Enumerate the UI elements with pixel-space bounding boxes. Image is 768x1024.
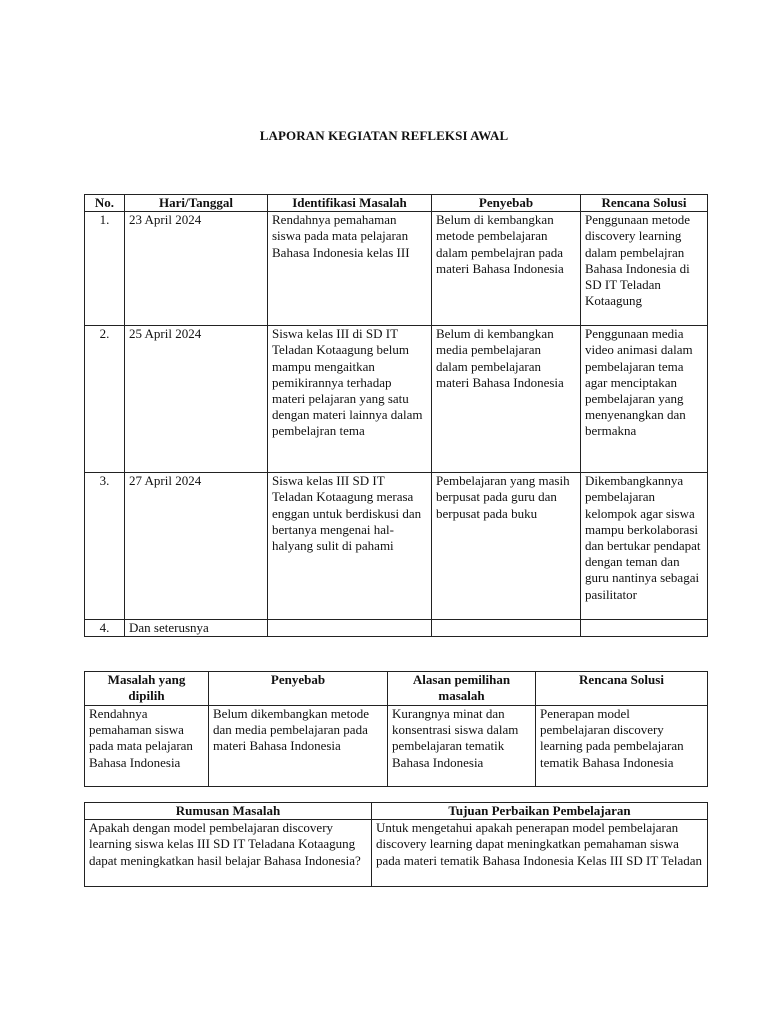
cell-no: 2. (85, 326, 125, 473)
cell-selected-problem: Rendahnya pemahaman siswa pada mata pelajaran Bahasa Indonesia (85, 706, 209, 787)
column-header-objective: Tujuan Perbaikan Pembelajaran (372, 803, 708, 820)
cell-no: 1. (85, 212, 125, 326)
cell-reason: Kurangnya minat dan konsentrasi siswa dalam pembelajaran tematik Bahasa Indonesia (388, 706, 536, 787)
cell-problem: Siswa kelas III di SD IT Teladan Kotaagung belum mampu mengaitkan pemikirannya terhadap materi pelajaran yang satu dengan materi lainnya dalam pembelajran tema (268, 326, 432, 473)
cell-cause (432, 620, 581, 637)
table-row (85, 620, 708, 637)
table-row (85, 212, 708, 326)
table-row (85, 706, 708, 787)
table-row (85, 473, 708, 620)
table-header-row (85, 803, 708, 820)
cell-no: 3. (85, 473, 125, 620)
selected-problem-table (84, 671, 708, 787)
cell-objective: Untuk mengetahui apakah penerapan model pembelajaran discovery learning dapat meningkatkan pemahaman siswa pada materi tematik Bahasa Indonesia Kelas III SD IT Teladan (372, 820, 708, 887)
cell-problem: Siswa kelas III SD IT Teladan Kotaagung merasa enggan untuk berdiskusi dan bertanya mengenai hal-halyang sulit di pahami (268, 473, 432, 620)
column-header-solution: Rencana Solusi (536, 672, 708, 706)
column-header-formulation: Rumusan Masalah (85, 803, 372, 820)
cell-formulation: Apakah dengan model pembelajaran discovery learning siswa kelas III SD IT Teladana Kotaagung dapat meningkatkan hasil belajar Bahasa Indonesia? (85, 820, 372, 887)
cell-date: Dan seterusnya (125, 620, 268, 637)
cell-date: 23 April 2024 (125, 212, 268, 326)
cell-cause: Belum dikembangkan metode dan media pembelajaran pada materi Bahasa Indonesia (209, 706, 388, 787)
column-header-no: No. (85, 195, 125, 212)
cell-solution: Penggunaan metode discovery learning dalam pembelajran Bahasa Indonesia di SD IT Teladan Kotaagung (581, 212, 708, 326)
column-header-date: Hari/Tanggal (125, 195, 268, 212)
column-header-reason: Alasan pemilihan masalah (388, 672, 536, 706)
cell-date: 25 April 2024 (125, 326, 268, 473)
cell-no: 4. (85, 620, 125, 637)
cell-problem: Rendahnya pemahaman siswa pada mata pelajaran Bahasa Indonesia kelas III (268, 212, 432, 326)
table-header-row (85, 672, 708, 706)
column-header-problem: Identifikasi Masalah (268, 195, 432, 212)
table-row (85, 820, 708, 887)
cell-solution (581, 620, 708, 637)
table-header-row (85, 195, 708, 212)
column-header-cause: Penyebab (432, 195, 581, 212)
cell-solution: Dikembangkannya pembelajaran kelompok agar siswa mampu berkolaborasi dan bertukar pendapat dengan teman dan guru nantinya sebagai pasilitator (581, 473, 708, 620)
column-header-cause: Penyebab (209, 672, 388, 706)
column-header-selected-problem: Masalah yang dipilih (85, 672, 209, 706)
cell-date: 27 April 2024 (125, 473, 268, 620)
page-title: LAPORAN KEGIATAN REFLEKSI AWAL (259, 128, 509, 143)
cell-cause: Belum di kembangkan media pembelajaran dalam pembelajaran materi Bahasa Indonesia (432, 326, 581, 473)
cell-cause: Pembelajaran yang masih berpusat pada guru dan berpusat pada buku (432, 473, 581, 620)
cell-solution: Penerapan model pembelajaran discovery learning pada pembelajaran tematik Bahasa Indonesia (536, 706, 708, 787)
column-header-solution: Rencana Solusi (581, 195, 708, 212)
table-row (85, 326, 708, 473)
cell-cause: Belum di kembangkan metode pembelajaran dalam pembelajran pada materi Bahasa Indonesia (432, 212, 581, 326)
problem-formulation-table (84, 802, 708, 887)
cell-solution: Penggunaan media video animasi dalam pembelajaran tema agar menciptakan pembelajaran yang menyenangkan dan bermakna (581, 326, 708, 473)
reflection-table (84, 194, 708, 637)
cell-problem (268, 620, 432, 637)
